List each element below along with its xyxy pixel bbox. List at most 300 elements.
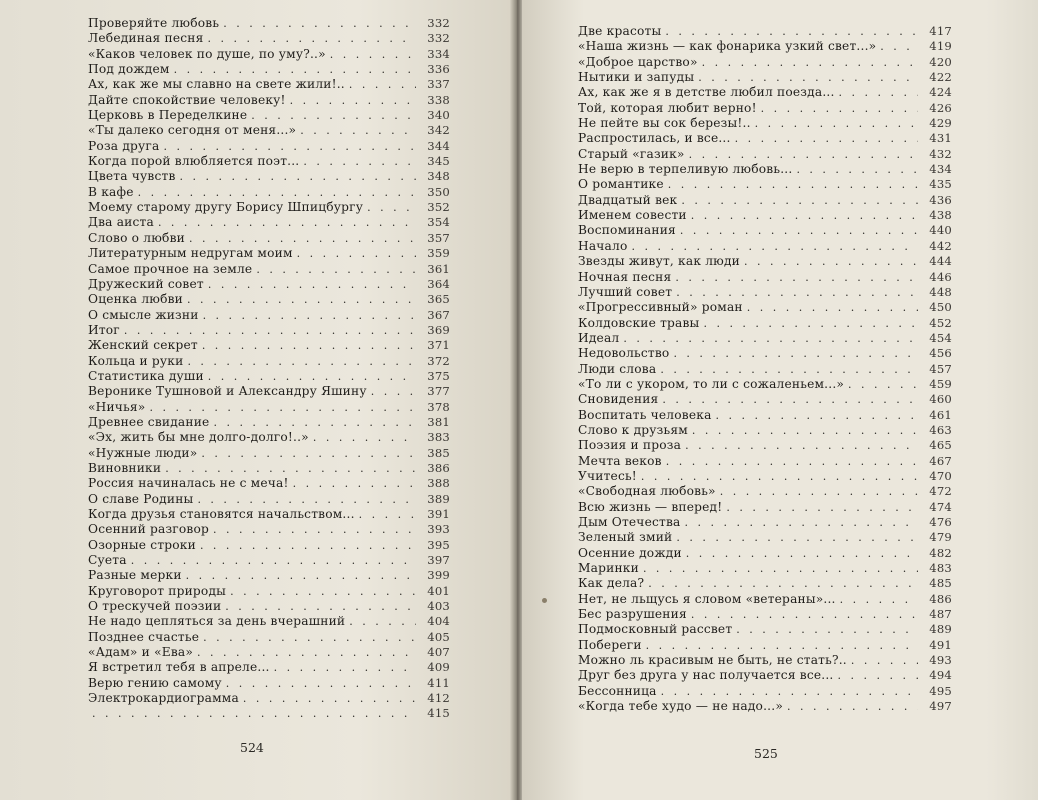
toc-entry-page: 422 [929,70,952,85]
toc-entry-title: О трескучей поэзии [88,599,222,614]
toc-entry-title: Зеленый змий [578,530,673,545]
toc-entry-page: 482 [929,545,952,560]
toc-entry [88,430,450,445]
toc-entry-page: 459 [929,376,952,391]
toc-entry-page: 332 [427,31,450,46]
toc-entry [88,630,450,645]
toc-entry [578,70,952,85]
toc-entry [88,354,450,369]
toc-dot-leader [186,569,416,582]
toc-entry [578,270,952,285]
toc-entry-title: Круговорот природы [88,583,227,598]
toc-entry-page: 332 [427,16,450,30]
toc-entry [578,438,952,453]
toc-entry-title: Кольца и руки [88,353,184,368]
toc-entry [88,169,450,184]
toc-entry [578,408,952,423]
toc-entry [578,177,952,192]
toc-entry-title: Колдовские травы [578,315,700,330]
toc-entry-page: 487 [929,607,952,622]
toc-dot-leader [839,86,918,99]
toc-entry [578,684,952,699]
toc-entry-title: Подмосковный рассвет [578,622,733,637]
toc-entry-page: 434 [929,162,952,177]
paper-speck [542,598,547,603]
toc-entry [578,622,952,637]
toc-dot-leader [685,439,918,452]
toc-dot-leader [367,201,416,214]
toc-entry [578,423,952,438]
toc-entry-page: 483 [929,561,952,576]
toc-entry-title: «Каков человек по душе, по уму?..» [88,46,326,61]
toc-dot-leader [744,255,918,268]
toc-dot-leader [848,378,918,391]
toc-entry [88,584,450,599]
toc-entry [578,362,952,377]
toc-entry-page: 444 [929,254,952,269]
toc-entry-page: 405 [427,629,450,644]
toc-dot-leader [124,324,416,337]
toc-entry-title: Ночная песня [578,269,672,284]
toc-entry [88,660,450,675]
toc-entry [88,691,450,706]
toc-entry-page: 378 [427,399,450,414]
toc-dot-leader [180,170,416,183]
toc-entry-page: 381 [427,414,450,429]
toc-entry [88,369,450,384]
toc-entry [88,154,450,169]
toc-entry [88,507,450,522]
toc-dot-leader [230,585,416,598]
toc-entry-page: 383 [427,430,450,445]
toc-entry-page: 385 [427,445,450,460]
toc-entry-title: Осенние дожди [578,545,682,560]
toc-dot-leader [747,301,918,314]
toc-entry-page: 457 [929,361,952,376]
toc-entry-page: 491 [929,637,952,652]
toc-entry-page: 399 [427,568,450,583]
toc-entry [88,706,450,721]
toc-entry-page: 435 [929,177,952,192]
toc-entry [578,147,952,162]
toc-dot-leader [684,516,918,529]
toc-entry-title: «Ничья» [88,399,146,414]
toc-dot-leader [187,293,416,306]
toc-entry [88,338,450,353]
toc-dot-leader [158,216,416,229]
toc-entry-page: 489 [929,622,952,637]
toc-entry-title: Два аиста [88,215,154,230]
toc-entry-title: Цвета чувств [88,169,176,184]
toc-entry-title: Веронике Тушновой и Александру Яшину [88,384,367,399]
toc-entry-title: Женский секрет [88,338,198,353]
toc-dot-leader [662,393,918,406]
toc-entry-title: «Наша жизнь — как фонарика узкий свет...» [578,39,877,54]
toc-entry-title: Две красоты [578,24,662,38]
toc-entry-page: 354 [427,215,450,230]
toc-entry-title: Двадцатый век [578,192,678,207]
toc-dot-leader [349,615,416,628]
toc-entry [578,377,952,392]
toc-entry [88,645,450,660]
toc-entry [578,300,952,315]
toc-entry [578,39,952,54]
toc-entry [578,638,952,653]
toc-dot-leader [300,124,416,137]
toc-entry [88,522,450,537]
toc-entry-title: Древнее свидание [88,414,210,429]
toc-entry-title: Бес разрушения [578,607,687,622]
toc-entry-title: Той, которая любит верно! [578,100,757,115]
toc-entry-page: 452 [929,315,952,330]
toc-entry [88,553,450,568]
toc-dot-leader [330,48,416,61]
toc-entry-title: О смысле жизни [88,307,199,322]
toc-dot-leader [197,646,416,659]
toc-entry [88,185,450,200]
toc-entry [578,331,952,346]
toc-dot-leader [838,669,918,682]
toc-entry [88,246,450,261]
toc-entry [88,323,450,338]
toc-dot-leader [691,608,918,621]
toc-dot-leader [293,477,416,490]
toc-entry-title: Не надо цепляться за день вчерашний [88,614,346,629]
toc-dot-leader [840,593,918,606]
toc-entry [578,668,952,683]
toc-entry [578,85,952,100]
toc-entry-title: Лучший совет [578,284,673,299]
toc-dot-leader [243,692,416,705]
toc-entry-title: Нытики и запуды [578,70,695,85]
toc-entry-title: «То ли с укором, то ли с сожаленьем...» [578,376,845,391]
toc-entry-page: 426 [929,100,952,115]
toc-dot-leader [661,685,918,698]
toc-dot-leader [702,56,918,69]
toc-entry-title: Дым Отечества [578,515,681,529]
toc-entry [88,277,450,292]
toc-entry-title: Побереги [578,637,642,652]
toc-entry-page: 401 [427,583,450,598]
toc-dot-leader [676,286,918,299]
toc-entry [88,16,450,31]
toc-dot-leader [213,523,416,536]
toc-entry-page: 486 [929,591,952,606]
toc-entry-title: Когда порой влюбляется поэт... [88,154,300,169]
toc-entry-page: 438 [929,208,952,223]
toc-dot-leader [303,155,416,168]
toc-dot-leader [165,462,416,475]
toc-entry-title: «Прогрессивный» роман [578,300,743,315]
toc-entry-page: 372 [427,353,450,368]
toc-entry-title: Итог [88,322,120,337]
toc-dot-leader [668,178,918,191]
right-page [522,0,1038,800]
toc-entry [88,384,450,399]
toc-entry-title: Верю гению самому [88,675,222,690]
toc-entry-title: Озорные строки [88,537,196,552]
toc-entry-title: Люди слова [578,361,657,376]
toc-entry-title: Можно ль красивым не быть, не стать?.. [578,653,847,668]
toc-entry-page: 395 [427,537,450,552]
toc-entry-title: Роза друга [88,138,160,153]
toc-entry-page: 460 [929,392,952,407]
toc-entry-title: Мечта веков [578,453,662,468]
toc-entry [88,262,450,277]
toc-entry-title: Лебединая песня [88,31,204,46]
toc-dot-leader [149,401,416,414]
toc-entry-title: Именем совести [578,208,687,223]
toc-entry-page: 474 [929,499,952,514]
toc-entry [88,308,450,323]
toc-entry [88,538,450,553]
toc-entry-title: Поэзия и проза [578,438,682,453]
toc-dot-leader [632,240,919,253]
toc-dot-leader [851,654,918,667]
toc-entry-title: Как дела? [578,576,645,591]
toc-entry [578,484,952,499]
toc-dot-leader [163,140,416,153]
toc-dot-leader [197,493,416,506]
toc-dot-leader [297,247,416,260]
toc-entry-page: 467 [929,453,952,468]
toc-entry [578,285,952,300]
toc-dot-leader [716,409,918,422]
toc-dot-leader [208,278,416,291]
toc-dot-leader [641,470,918,483]
toc-entry-title: Виновники [88,460,162,475]
toc-entry [578,24,952,39]
table-of-contents-left [88,16,450,722]
toc-entry-page: 340 [427,108,450,123]
toc-entry-page: 417 [929,24,952,38]
toc-entry-title: Сновидения [578,392,659,407]
toc-entry-title: Распростилась, и все... [578,131,731,146]
toc-entry-page: 420 [929,54,952,69]
toc-entry-page: 446 [929,269,952,284]
toc-entry [88,62,450,77]
toc-dot-leader [202,339,416,352]
toc-entry-page: 357 [427,230,450,245]
toc-entry-title: Под дождем [88,62,170,77]
toc-entry [88,292,450,307]
toc-entry-title: Позднее счастье [88,629,200,644]
toc-dot-leader [880,40,918,53]
toc-entry-title: Я встретил тебя в апреле... [88,660,270,675]
toc-entry-page: 386 [427,460,450,475]
toc-entry [578,607,952,622]
toc-dot-leader [698,71,918,84]
toc-entry-title: Идеал [578,330,620,345]
toc-entry-page: 409 [427,660,450,675]
toc-entry-page: 411 [427,675,450,690]
toc-entry [578,576,952,591]
toc-entry-title: Воспоминания [578,223,676,238]
toc-dot-leader [666,455,918,468]
toc-entry-title: Когда друзья становятся начальством... [88,507,355,521]
toc-entry [578,454,952,469]
toc-entry-page: 472 [929,484,952,499]
toc-entry-title: Начало [578,238,628,253]
toc-entry [88,77,450,92]
toc-dot-leader [673,347,918,360]
toc-entry-page: 432 [929,146,952,161]
toc-entry-page: 497 [929,699,952,714]
toc-dot-leader [689,148,918,161]
toc-entry-title: Россия начиналась не с меча! [88,476,289,491]
toc-entry-title: Звезды живут, как люди [578,254,741,269]
toc-dot-leader [665,25,918,38]
toc-dot-leader [131,554,416,567]
toc-entry [88,215,450,230]
toc-entry-title: Недовольство [578,346,670,361]
toc-entry-title: Суета [88,553,127,568]
toc-entry-title: «Свободная любовь» [578,484,716,499]
toc-entry-page: 431 [929,131,952,146]
toc-entry-title: Осенний разговор [88,522,210,537]
toc-dot-leader [736,623,918,636]
toc-entry-page: 342 [427,123,450,138]
toc-entry-page: 334 [427,46,450,61]
toc-entry-page: 436 [929,192,952,207]
toc-dot-leader [796,163,918,176]
toc-entry [88,93,450,108]
toc-entry-title: Друг без друга у нас получается все... [578,668,834,683]
toc-entry [578,392,952,407]
toc-entry-title: Церковь в Переделкине [88,108,248,123]
toc-dot-leader [755,117,918,130]
toc-dot-leader [174,63,416,76]
toc-dot-leader [223,17,416,30]
toc-dot-leader [359,508,416,521]
toc-entry [88,200,450,215]
toc-entry-page: 364 [427,276,450,291]
toc-entry-page: 369 [427,322,450,337]
toc-entry [578,55,952,70]
toc-entry [578,592,952,607]
toc-entry-page: 367 [427,307,450,322]
toc-entry-page: 495 [929,683,952,698]
toc-entry-title: «Нужные люди» [88,445,198,460]
toc-dot-leader [138,186,416,199]
toc-entry [88,415,450,430]
toc-entry-page: 415 [427,706,450,721]
toc-entry [88,476,450,491]
toc-entry [88,599,450,614]
toc-entry-title: Слово к друзьям [578,422,688,437]
toc-dot-leader [208,32,417,45]
toc-entry-title: «Адам» и «Ева» [88,645,194,660]
toc-entry-page: 345 [427,154,450,169]
toc-entry [88,47,450,62]
toc-entry-title: Маринки [578,561,639,576]
toc-entry [88,400,450,415]
toc-entry-page: 412 [427,691,450,706]
toc-entry-title: Нет, не льщусь я словом «ветераны»... [578,591,836,606]
toc-dot-leader [720,485,918,498]
toc-entry [578,346,952,361]
toc-entry-page: 375 [427,368,450,383]
toc-entry-page: 348 [427,169,450,184]
toc-dot-leader [686,547,918,560]
toc-entry-title: Самое прочное на земле [88,261,253,276]
toc-entry-page: 377 [427,384,450,399]
toc-entry [88,614,450,629]
toc-entry-page: 344 [427,138,450,153]
toc-entry [578,116,952,131]
toc-entry-title: Воспитать человека [578,407,712,422]
toc-dot-leader [200,539,416,552]
toc-dot-leader [623,332,918,345]
toc-dot-leader [208,370,416,383]
table-of-contents-right [578,24,952,714]
toc-entry [578,162,952,177]
toc-entry [578,193,952,208]
toc-entry-page: 338 [427,92,450,107]
toc-entry-title: Ах, как же мы славно на свете жили!.. [88,77,345,92]
toc-dot-leader [703,317,918,330]
toc-entry-page: 407 [427,645,450,660]
toc-entry-title: Моему старому другу Борису Шпицбургу [88,200,364,215]
toc-entry-page: 352 [427,200,450,215]
toc-entry [578,653,952,668]
toc-entry-title: Дружеский совет [88,276,204,291]
toc-entry [578,101,952,116]
toc-entry-page: 463 [929,422,952,437]
toc-entry-page: 442 [929,238,952,253]
toc-entry [578,561,952,576]
toc-entry [578,469,952,484]
toc-entry [88,31,450,46]
toc-entry [88,461,450,476]
page-number-left: 524 [240,740,264,755]
toc-dot-leader [692,424,918,437]
toc-entry-title: Не верю в терпеливую любовь... [578,162,793,177]
toc-entry-title: «Доброе царство» [578,54,698,69]
toc-dot-leader [735,132,918,145]
toc-entry [578,316,952,331]
toc-entry [88,446,450,461]
toc-entry [578,515,952,530]
toc-dot-leader [675,271,918,284]
toc-entry [578,239,952,254]
toc-entry-page: 424 [929,85,952,100]
toc-entry-page: 404 [427,614,450,629]
toc-entry [88,676,450,691]
toc-entry-page: 479 [929,530,952,545]
toc-entry-page: 337 [427,77,450,92]
toc-dot-leader [203,309,416,322]
toc-entry-page: 494 [929,668,952,683]
toc-entry-page: 448 [929,284,952,299]
toc-entry-page: 493 [929,653,952,668]
toc-dot-leader [225,600,416,613]
toc-entry [88,492,450,507]
toc-dot-leader [256,263,416,276]
toc-entry-title: Разные мерки [88,568,182,583]
toc-entry-page: 365 [427,292,450,307]
toc-entry-page: 361 [427,261,450,276]
toc-dot-leader [761,102,918,115]
toc-dot-leader [680,224,918,237]
left-page [0,0,512,800]
toc-entry [578,500,952,515]
toc-dot-leader [251,109,416,122]
toc-dot-leader [660,363,918,376]
toc-dot-leader [643,562,918,575]
toc-dot-leader [187,355,416,368]
toc-entry-page: 454 [929,330,952,345]
